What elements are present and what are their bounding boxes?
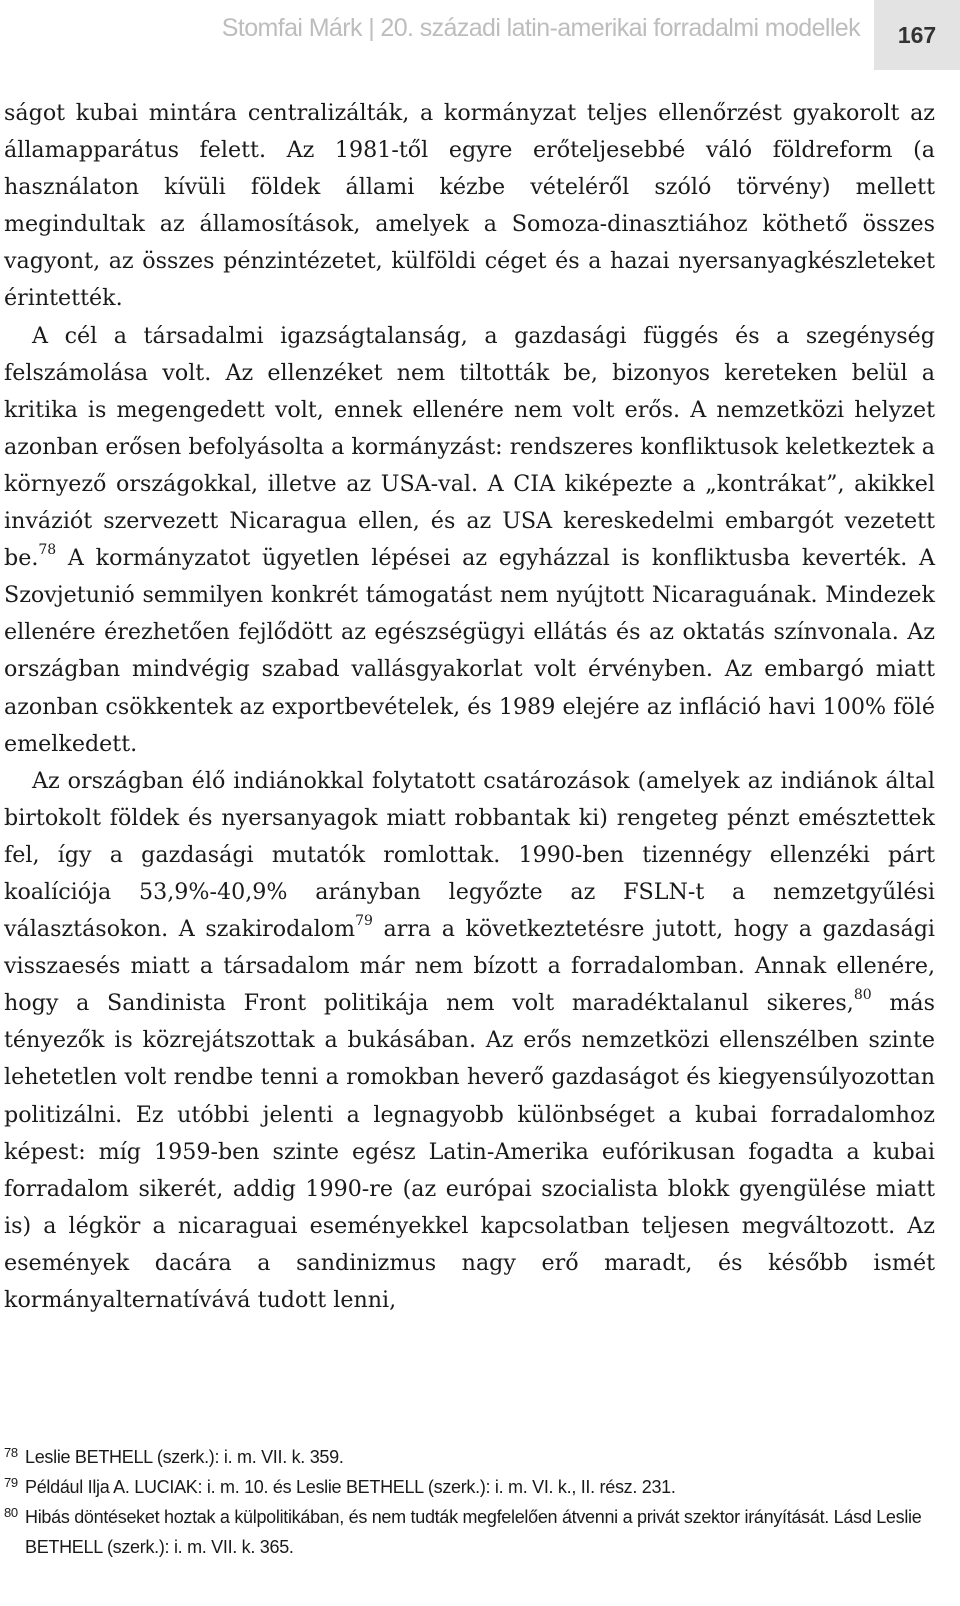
- footnote-number: 79: [4, 1475, 18, 1490]
- footnote-ref-78[interactable]: 78: [38, 541, 57, 558]
- paragraph-1: [4, 95, 935, 318]
- footnote-text: Hibás döntéseket hoztak a külpolitikában, és nem tudták megfelelően átvenni a privát szektor irányítását. Lásd Leslie BETHELL (szerk.): i. m. VII. k. 365.: [25, 1507, 922, 1557]
- footnote-79: [4, 1473, 935, 1503]
- paragraph-3-text-b: arra a következtetésre jutott, hogy a gazdasági visszaesés miatt a társadalom már nem bízott a forradalomban. Annak ellenére, hogy a Sandinista Front politikája nem volt maradéktalanul sikeres,: [4, 916, 935, 1017]
- footnote-ref-80[interactable]: 80: [853, 986, 872, 1003]
- running-head: Stomfai Márk | 20. századi latin-amerikai forradalmi modellek: [221, 14, 860, 42]
- paragraph-3-text-a: Az országban élő indiánokkal folytatott csatározások (amelyek az indiánok által birtokolt földek és nyersanyagok miatt robbantak ki) rengeteg pénzt emésztettek fel, így a gazdasági mutatók romlottak. 1990-ben tizennégy ellenzéki párt koalíciója 53,9%-40,9% arányban legyőzte az FSLN-t a nemzetgyűlési választásokon. A szakirodalom: [4, 767, 935, 943]
- footnote-80: [4, 1503, 935, 1562]
- footnote-number: 78: [4, 1445, 18, 1460]
- footnote-text: Például Ilja A. LUCIAK: i. m. 10. és Leslie BETHELL (szerk.): i. m. VI. k., II. rész. 231.: [25, 1477, 676, 1497]
- main-text: [4, 95, 935, 1319]
- page-header: [0, 0, 960, 74]
- page-number: 167: [874, 0, 960, 70]
- paragraph-3-text-c: más tényezők is közrejátszottak a bukásában. Az erős nemzetközi ellenszélben szinte lehetetlen volt rendbe tenni a romokban heverő gazdaságot és kiegyensúlyozottan politizálni. Ez utóbbi jelenti a legnagyobb különbséget a kubai forradalomhoz képest: míg 1959-ben szinte egész Latin-Amerika eufórikusan fogadta a kubai forradalom sikerét, addig 1990-re (az európai szocialista blokk gyengülése miatt is) a légkör a nicaraguai eseményekkel kapcsolatban teljesen megváltozott. Az események dacára a sandinizmus nagy erő maradt, és később ismét kormányalternatívává tudott lenni,: [4, 990, 935, 1313]
- paragraph-2-text-a: A cél a társadalmi igazságtalanság, a gazdasági függés és a szegénység felszámolása volt. Az ellenzéket nem tiltották be, bizonyos kereteken belül a kritika is megengedett volt, ennek ellenére nem volt erős. A nemzetközi helyzet azonban erősen befolyásolta a kormányzást: rendszeres konfliktusok keletkeztek a környező országokkal, illetve az USA-val. A CIA kiképezte a „kontrákat”, akikkel inváziót szervezett Nicaragua ellen, és az USA kereskedelmi embargót vezetett be.: [4, 322, 935, 572]
- paragraph-2: [4, 318, 935, 763]
- paragraph-3: [4, 763, 935, 1319]
- footnote-78: [4, 1443, 935, 1473]
- paragraph-2-text-b: A kormányzatot ügyetlen lépései az egyházzal is konfliktusba keverték. A Szovjetunió semmilyen konkrét támogatást nem nyújtott Nicaraguának. Mindezek ellenére érezhetően fejlődött az egészségügyi ellátás és az oktatás színvonala. Az országban mindvégig szabad vallásgyakorlat volt érvényben. Az embargó miatt azonban csökkentek az exportbevételek, és 1989 elejére az infláció havi 100% fölé emelkedett.: [4, 545, 935, 757]
- footnote-ref-79[interactable]: 79: [355, 912, 373, 929]
- paragraph-1-text: ságot kubai mintára centralizálták, a kormányzat teljes ellenőrzést gyakorolt az államapparátus felett. Az 1981-től egyre erőteljesebbé váló földreform (a használaton kívüli földek állami kézbe vételéről szóló törvény) mellett megindultak az államosítások, amelyek a Somoza-dinasztiához köthető összes vagyont, az összes pénzintézetet, külföldi céget és a hazai nyersanyagkészleteket érintették.: [4, 100, 935, 312]
- footnotes: [4, 1443, 935, 1562]
- footnote-number: 80: [4, 1505, 18, 1520]
- footnote-text: Leslie BETHELL (szerk.): i. m. VII. k. 359.: [25, 1447, 344, 1467]
